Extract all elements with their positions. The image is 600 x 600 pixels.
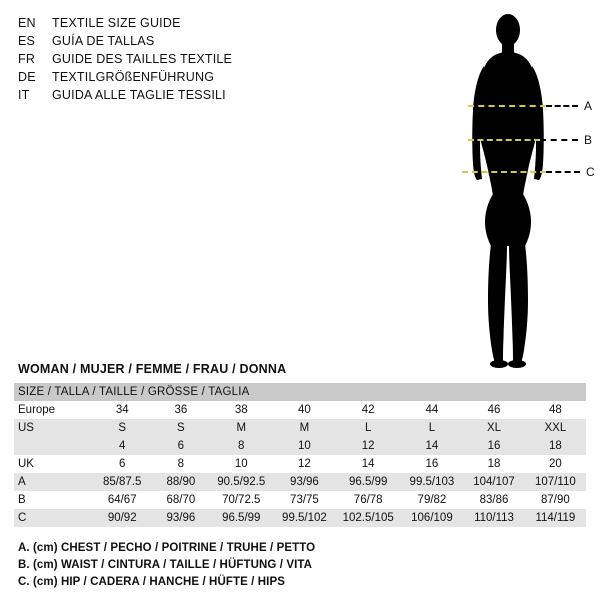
cell: S [118,422,127,434]
cell: 46 [487,404,501,416]
cell: M [299,422,310,434]
cell: 16 [425,458,439,470]
language-code: FR [18,52,36,66]
row-label: B [18,494,26,506]
row-label: US [18,422,34,434]
language-code: EN [18,16,36,30]
language-code: IT [18,88,30,102]
table-header-label: SIZE / TALLA / TAILLE / GRÖSSE / TAGLIA [18,386,250,398]
marker-label-b: B [584,133,593,147]
cell: S [177,422,185,434]
marker-dash-hip-outer [546,171,580,173]
cell: 14 [361,458,375,470]
cell: 90.5/92.5 [217,476,266,488]
cell: L [428,422,436,434]
table-row [14,419,586,437]
cell: XL [486,422,502,434]
cell: 12 [361,440,375,452]
cell: 93/96 [166,512,196,524]
row-label [14,437,92,455]
cell: 93/96 [290,476,319,488]
size-table [14,383,586,527]
cell: 107/110 [535,476,576,488]
cell: 8 [238,440,245,452]
cell: 76/78 [353,494,383,506]
cell: 99.5/103 [409,476,455,488]
row-label: C [18,512,27,524]
table-row [14,437,586,455]
cell: 16 [487,440,501,452]
cell: 14 [425,440,439,452]
note-waist: B. (cm) WAIST / CINTURA / TAILLE / HÜFTUNG / VITA [18,559,313,571]
cell: XXL [544,422,567,434]
marker-row-a [468,100,592,112]
cell: 6 [119,458,126,470]
language-text: TEXTILE SIZE GUIDE [52,16,181,30]
cell: 6 [177,440,185,452]
table-group-title: WOMAN / MUJER / FEMME / FRAU / DONNA [18,362,287,376]
cell: 87/90 [540,494,570,506]
cell: 10 [298,440,311,452]
cell: 4 [119,440,126,452]
marker-dash-chest [468,105,546,107]
language-row [18,88,348,106]
cell: 110/113 [474,512,514,524]
marker-label-c: C [586,165,595,179]
language-text: TEXTILGRÖßENFÜHRUNG [52,70,215,84]
language-code: DE [18,70,36,84]
cell: 38 [234,404,248,416]
cell: 102.5/105 [342,512,394,524]
marker-row-b [468,134,592,146]
language-text: GUÍA DE TALLAS [52,34,155,48]
cell: 90/92 [107,512,137,524]
table-row [14,455,586,473]
table-row [14,491,586,509]
row-label: Europe [18,404,56,416]
table-row [14,401,586,419]
cell: 85/87.5 [103,476,142,488]
language-text: GUIDA ALLE TAGLIE TESSILI [52,88,226,102]
language-list [18,16,348,106]
cell: 68/70 [166,494,196,506]
language-row [18,16,348,34]
marker-label-a: A [584,99,593,113]
language-row [18,52,348,70]
cell: 70/72.5 [222,494,261,506]
cell: 18 [548,440,562,452]
cell: L [364,422,372,434]
note-hip: C. (cm) HIP / CADERA / HANCHE / HÜFTE / HIPS [18,576,286,588]
cell: 96.5/99 [349,476,388,488]
measurement-notes [18,540,578,591]
cell: 48 [548,404,562,416]
cell: 44 [425,404,439,416]
cell: 96.5/99 [222,512,261,524]
cell: 106/109 [411,512,453,524]
cell: 34 [115,404,129,416]
cell: 99.5/102 [282,512,327,524]
cell: 40 [298,404,311,416]
cell: 73/75 [290,494,319,506]
table-row [14,473,586,491]
marker-dash-hip [462,171,546,173]
marker-row-c [462,166,595,178]
cell: 83/86 [479,494,509,506]
cell: 18 [487,458,501,470]
cell: M [236,422,247,434]
marker-dash-waist [468,139,540,141]
cell: 114/119 [535,512,576,524]
cell: 64/67 [107,494,137,506]
marker-dash-waist-outer [540,139,578,141]
cell: 79/82 [417,494,447,506]
language-code: ES [18,34,36,48]
cell: 36 [174,404,188,416]
cell: 20 [548,458,562,470]
cell: 10 [234,458,248,470]
row-label: A [18,476,26,488]
table-header-row [14,383,586,401]
language-row [18,34,348,52]
female-silhouette-icon [430,8,593,368]
marker-dash-chest-outer [546,105,578,107]
cell: 8 [177,458,185,470]
row-label: UK [18,458,34,470]
table-row [14,509,586,527]
language-text: GUIDE DES TAILLES TEXTILE [52,52,233,66]
cell: 104/107 [473,476,515,488]
cell: 12 [298,458,311,470]
language-row [18,70,348,88]
cell: 88/90 [166,476,196,488]
cell: 42 [361,404,375,416]
note-chest: A. (cm) CHEST / PECHO / POITRINE / TRUHE / PETTO [18,542,316,554]
measurement-figure [430,8,595,368]
